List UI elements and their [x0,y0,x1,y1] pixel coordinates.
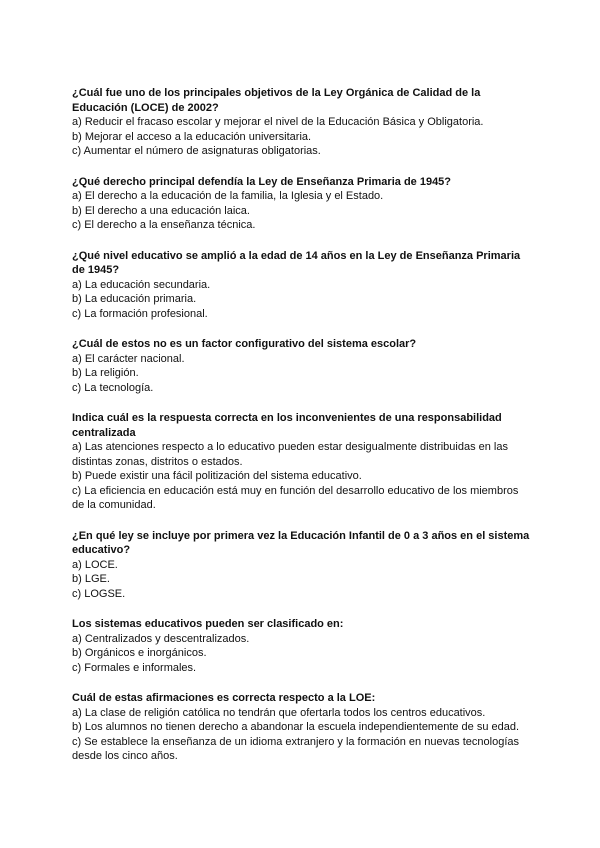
option-item: b) El derecho a una educación laica. [72,204,250,217]
option-list [72,189,530,233]
option-item: a) La educación secundaria. [72,278,211,291]
question-block [72,529,530,602]
option-item: b) Los alumnos no tienen derecho a abandonar la escuela independientemente de su edad. [72,721,520,733]
option-item: b) Orgánicos e inorgánicos. [72,647,207,659]
question-title: Indica cuál es la respuesta correcta en los inconvenientes de una responsabilidad centralizada [72,412,502,439]
question-block [72,411,530,513]
question-block [72,337,530,395]
option-item: a) Reducir el fracaso escolar y mejorar el nivel de la Educación Básica y Obligatoria. [72,116,484,128]
question-block [72,617,530,675]
question-block [72,249,530,322]
option-item: b) Mejorar el acceso a la educación universitaria. [72,130,312,143]
option-item: a) Las atenciones respecto a lo educativo pueden estar desigualmente distribuidas en las distintas zonas, distritos o estados. [72,441,508,468]
option-list [72,632,530,676]
option-item: c) La eficiencia en educación está muy en función del desarrollo educativo de los miembros de la comunidad. [72,484,519,511]
option-list [72,558,530,602]
option-list [72,440,530,513]
option-item: b) LGE. [72,573,110,585]
option-list [72,352,530,396]
question-title: ¿Qué nivel educativo se amplió a la edad de 14 años en la Ley de Enseñanza Primaria de 1945? [72,249,521,276]
question-block [72,175,530,233]
option-item: c) El derecho a la enseñanza técnica. [72,219,256,231]
option-item: c) LOGSE. [72,587,126,600]
option-item: b) Puede existir una fácil politización del sistema educativo. [72,470,362,482]
question-title: ¿Qué derecho principal defendía la Ley de Enseñanza Primaria de 1945? [72,175,452,188]
option-item: c) Formales e informales. [72,661,197,674]
option-item: b) La educación primaria. [72,293,197,305]
option-item: a) La clase de religión católica no tendrán que ofertarla todos los centros educativos. [72,706,486,719]
option-list [72,278,530,322]
option-item: c) Se establece la enseñanza de un idioma extranjero y la formación en nuevas tecnologías desde los cinco años. [72,735,519,762]
option-item: a) Centralizados y descentralizados. [72,632,250,645]
option-list [72,115,530,159]
question-title: ¿Cuál fue uno de los principales objetivos de la Ley Orgánica de Calidad de la Educación (LOCE) de 2002? [72,87,481,114]
question-title: Los sistemas educativos pueden ser clasificado en: [72,618,344,630]
option-item: a) El carácter nacional. [72,352,185,365]
question-title: Cuál de estas afirmaciones es correcta respecto a la LOE: [72,692,376,704]
option-item: a) El derecho a la educación de la familia, la Iglesia y el Estado. [72,190,384,202]
question-title: ¿En qué ley se incluye por primera vez la Educación Infantil de 0 a 3 años en el sistema educativo? [72,529,530,556]
question-block [72,86,530,159]
question-block [72,691,530,764]
question-title: ¿Cuál de estos no es un factor configurativo del sistema escolar? [72,338,417,350]
option-item: a) LOCE. [72,558,118,571]
option-item: c) La tecnología. [72,381,154,394]
option-item: c) La formación profesional. [72,307,208,320]
option-item: b) La religión. [72,367,139,379]
option-list [72,706,530,764]
option-item: c) Aumentar el número de asignaturas obligatorias. [72,145,321,157]
